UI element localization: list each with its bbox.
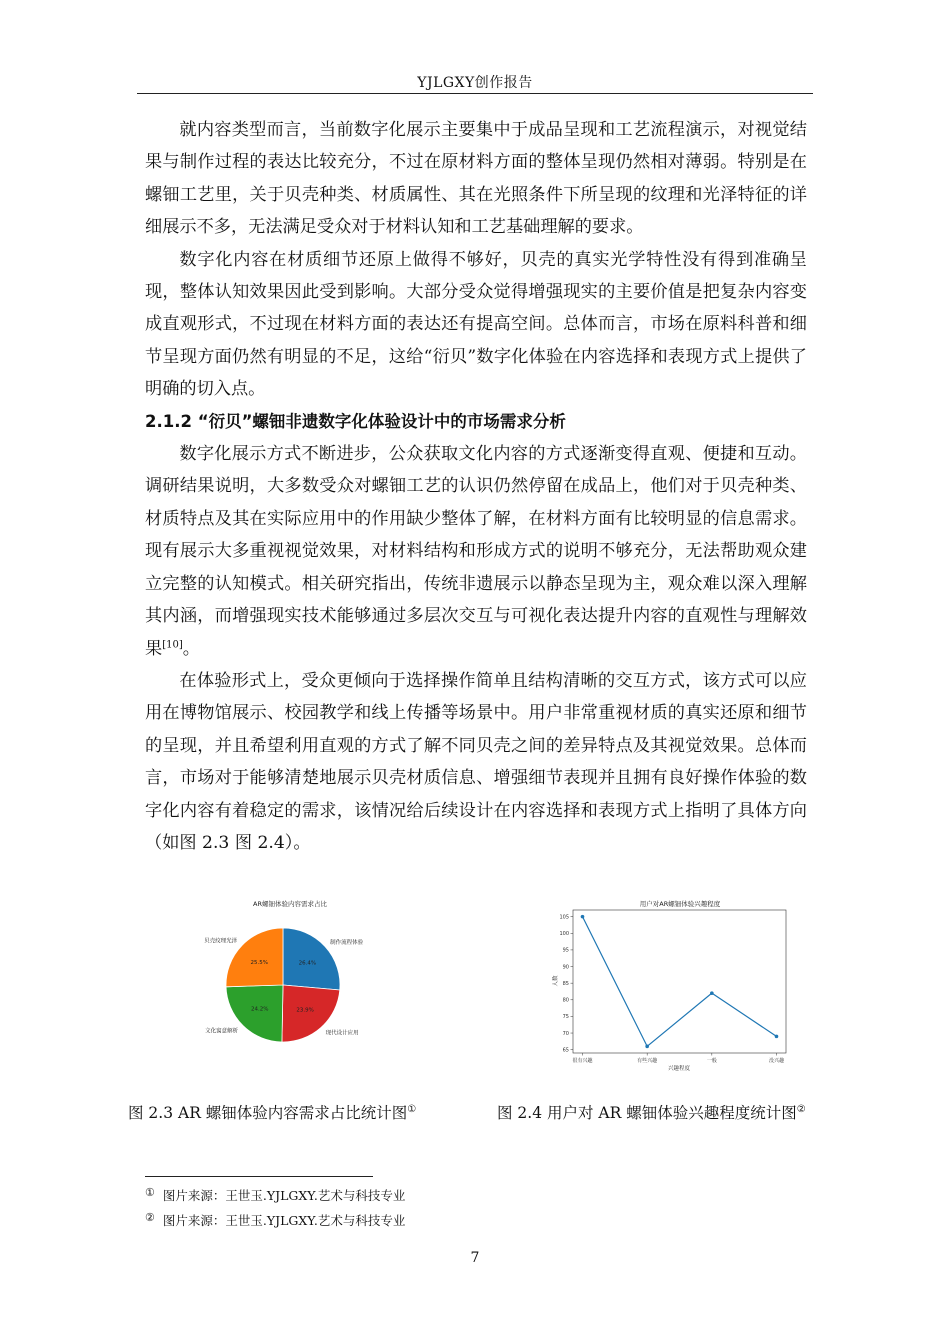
plot-frame [573, 910, 786, 1053]
pie-value-label: 24.2% [251, 1006, 269, 1013]
line-x-axis-label: 兴趣程度 [667, 1066, 691, 1072]
paragraph-4: 在体验形式上，受众更倾向于选择操作简单且结构清晰的交互方式，该方式可以应用在博物馆展示、校园教学和线上传播等场景中。用户非常重视材质的真实还原和细节的呈现，并且希望利用直观的方式了解不同贝壳之间的差异特点及其视觉效果。总体而言，市场对于能够清楚地展示贝壳材质信息、增强细节表现并且拥有良好操作体验的数字化内容有着稳定的需求，该情况给后续设计在内容选择和表现方式上指明了具体方向（如图 2.3 图 2.4）。 [145, 670, 807, 853]
running-header: YJLGXY创作报告 [417, 75, 533, 91]
pie-category-label: 现代设计应用 [325, 1030, 359, 1037]
citation-ref[interactable]: [10] [162, 638, 183, 650]
y-tick-label: 100 [559, 931, 569, 938]
figure-2-4-caption: 图 2.4 用户对 AR 螺钿体验兴趣程度统计图② [497, 1103, 806, 1122]
pie-slice [226, 928, 283, 987]
line-chart-title: 用户对AR螺钿体验兴趣程度 [639, 900, 721, 908]
paragraph-2: 数字化内容在材质细节还原上做得不够好，贝壳的真实光学特性没有得到准确呈现，整体认知效果因此受到影响。大部分受众觉得增强现实的主要价值是把复杂内容变成直观形式，不过现在材料方面的表达还有提高空间。总体而言，市场在原料科普和细节呈现方面仍然有明显的不足，这给“衍贝”数字化体验在内容选择和表现方式上提供了明确的切入点。 [145, 249, 807, 400]
x-tick-label: 很有兴趣 [572, 1058, 593, 1064]
pie-chart-title: AR螺钿体验内容需求占比 [253, 900, 327, 908]
paragraph-3 [145, 438, 807, 665]
x-tick-label: 有些兴趣 [637, 1058, 658, 1064]
footnote-1 [145, 1186, 405, 1204]
footnote-1-mark: ① [145, 1186, 155, 1199]
line-point [581, 915, 585, 919]
line-point [710, 991, 714, 995]
line-point [775, 1035, 779, 1039]
y-tick-label: 90 [562, 964, 569, 971]
footnote-1-text: 图片来源：王世玉.YJLGXY.艺术与科技专业 [162, 1188, 406, 1203]
footnote-2-text: 图片来源：王世玉.YJLGXY.艺术与科技专业 [162, 1213, 406, 1228]
paragraph-3-end: 。 [182, 638, 200, 659]
line-y-axis-label: 人数 [553, 975, 559, 987]
y-tick-label: 105 [559, 914, 569, 921]
x-tick-label: 没兴趣 [768, 1058, 785, 1064]
pie-value-label: 25.5% [250, 959, 269, 966]
paragraph-1: 就内容类型而言，当前数字化展示主要集中于成品呈现和工艺流程演示，对视觉结果与制作过程的表达比较充分，不过在原材料方面的整体呈现仍然相对薄弱。特别是在螺钿工艺里，关于贝壳种类、材质属性、其在光照条件下所呈现的纹理和光泽特征的详细展示不多，无法满足受众对于材料认知和工艺基础理解的要求。 [145, 120, 807, 238]
x-tick-label: 一般 [706, 1058, 717, 1064]
y-tick-label: 95 [562, 947, 569, 954]
line-series [583, 917, 777, 1047]
header-rule [137, 93, 813, 94]
footnote-2 [145, 1211, 405, 1229]
y-tick-label: 70 [562, 1030, 569, 1037]
figure-2-3-caption: 图 2.3 AR 螺钿体验内容需求占比统计图① [128, 1103, 417, 1122]
pie-value-label: 26.4% [298, 960, 317, 967]
footnote-rule [145, 1176, 373, 1177]
line-point [645, 1045, 649, 1049]
section-heading: 2.1.2 “衍贝”螺钿非遗数字化体验设计中的市场需求分析 [145, 411, 566, 431]
pie-category-label: 贝壳纹理光泽 [204, 938, 238, 945]
pie-category-label: 文化寓意解析 [205, 1028, 239, 1035]
y-tick-label: 85 [562, 980, 569, 987]
pie-slice [283, 928, 340, 990]
footnote-mark-1[interactable]: ① [407, 1103, 417, 1115]
pie-chart [195, 895, 385, 1075]
y-tick-label: 80 [562, 997, 569, 1004]
page-number: 7 [470, 1250, 480, 1266]
footnote-mark-2[interactable]: ② [796, 1103, 806, 1115]
y-tick-label: 75 [562, 1014, 569, 1021]
footnote-2-mark: ② [145, 1211, 155, 1224]
y-tick-label: 65 [562, 1047, 569, 1054]
paragraph-3-text: 数字化展示方式不断进步，公众获取文化内容的方式逐渐变得直观、便捷和互动。调研结果说明，大多数受众对螺钿工艺的认识仍然停留在成品上，他们对于贝壳种类、材质特点及其在实际应用中的作用缺少整体了解，在材料方面有比较明显的信息需求。现有展示大多重视视觉效果，对材料结构和形成方式的说明不够充分，无法帮助观众建立完整的认知模式。相关研究指出，传统非遗展示以静态呈现为主，观众难以深入理解其内涵，而增强现实技术能够通过多层次交互与可视化表达提升内容的直观性与理解效果 [145, 444, 807, 659]
line-chart [548, 895, 785, 1075]
pie-value-label: 23.9% [296, 1007, 314, 1014]
pie-category-label: 制作流程体验 [330, 939, 364, 946]
body-text [145, 114, 807, 859]
